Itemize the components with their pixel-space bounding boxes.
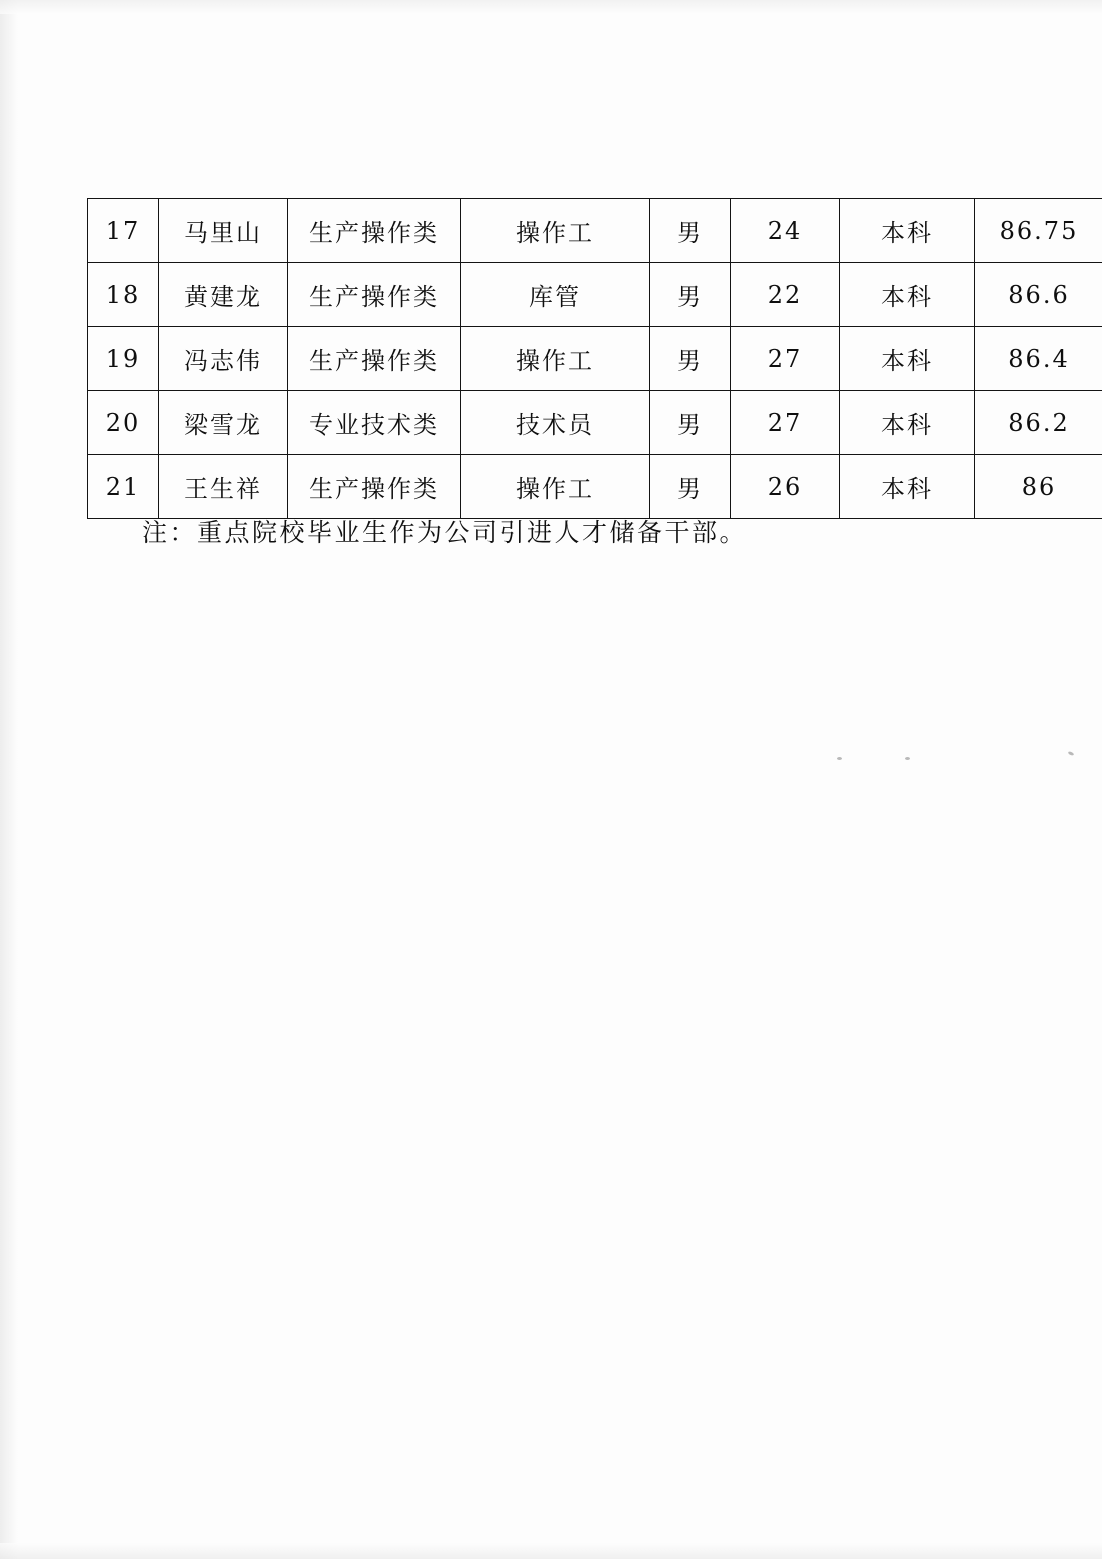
cell-score: 86.6: [975, 263, 1102, 327]
table-row: [88, 327, 1102, 391]
cell-sex: 男: [650, 391, 731, 455]
table-row: [88, 263, 1102, 327]
table-row: [88, 199, 1102, 263]
scan-edge-left: [0, 0, 18, 1559]
table-note: 注：重点院校毕业生作为公司引进人才储备干部。: [142, 518, 748, 547]
cell-sex: 男: [650, 263, 731, 327]
cell-age: 26: [731, 455, 840, 519]
cell-category: 生产操作类: [288, 327, 461, 391]
cell-score: 86.75: [975, 199, 1102, 263]
cell-no: 18: [88, 263, 159, 327]
cell-category: 生产操作类: [288, 455, 461, 519]
table-row: [88, 391, 1102, 455]
cell-score: 86.2: [975, 391, 1102, 455]
cell-education: 本科: [840, 327, 975, 391]
cell-post: 库管: [461, 263, 650, 327]
cell-age: 27: [731, 391, 840, 455]
cell-score: 86.4: [975, 327, 1102, 391]
cell-name: 马里山: [159, 199, 288, 263]
cell-no: 21: [88, 455, 159, 519]
candidate-table-container: [87, 198, 1079, 519]
cell-score: 86: [975, 455, 1102, 519]
scan-edge-bottom: [0, 1543, 1102, 1559]
table-row: [88, 455, 1102, 519]
scan-edge-top: [0, 0, 1102, 14]
cell-sex: 男: [650, 455, 731, 519]
cell-no: 20: [88, 391, 159, 455]
cell-category: 专业技术类: [288, 391, 461, 455]
cell-sex: 男: [650, 199, 731, 263]
cell-post: 操作工: [461, 199, 650, 263]
cell-no: 17: [88, 199, 159, 263]
cell-category: 生产操作类: [288, 199, 461, 263]
candidate-table: [87, 198, 1102, 519]
cell-age: 27: [731, 327, 840, 391]
cell-name: 梁雪龙: [159, 391, 288, 455]
cell-category: 生产操作类: [288, 263, 461, 327]
cell-education: 本科: [840, 391, 975, 455]
cell-education: 本科: [840, 199, 975, 263]
cell-education: 本科: [840, 455, 975, 519]
cell-name: 冯志伟: [159, 327, 288, 391]
cell-age: 24: [731, 199, 840, 263]
cell-no: 19: [88, 327, 159, 391]
cell-education: 本科: [840, 263, 975, 327]
cell-post: 操作工: [461, 455, 650, 519]
cell-post: 技术员: [461, 391, 650, 455]
cell-sex: 男: [650, 327, 731, 391]
scan-speckle: [1068, 751, 1075, 756]
scan-speckle: [905, 757, 910, 760]
cell-post: 操作工: [461, 327, 650, 391]
table-body: [88, 199, 1102, 519]
scan-speckle: [837, 757, 842, 760]
cell-name: 王生祥: [159, 455, 288, 519]
cell-age: 22: [731, 263, 840, 327]
cell-name: 黄建龙: [159, 263, 288, 327]
